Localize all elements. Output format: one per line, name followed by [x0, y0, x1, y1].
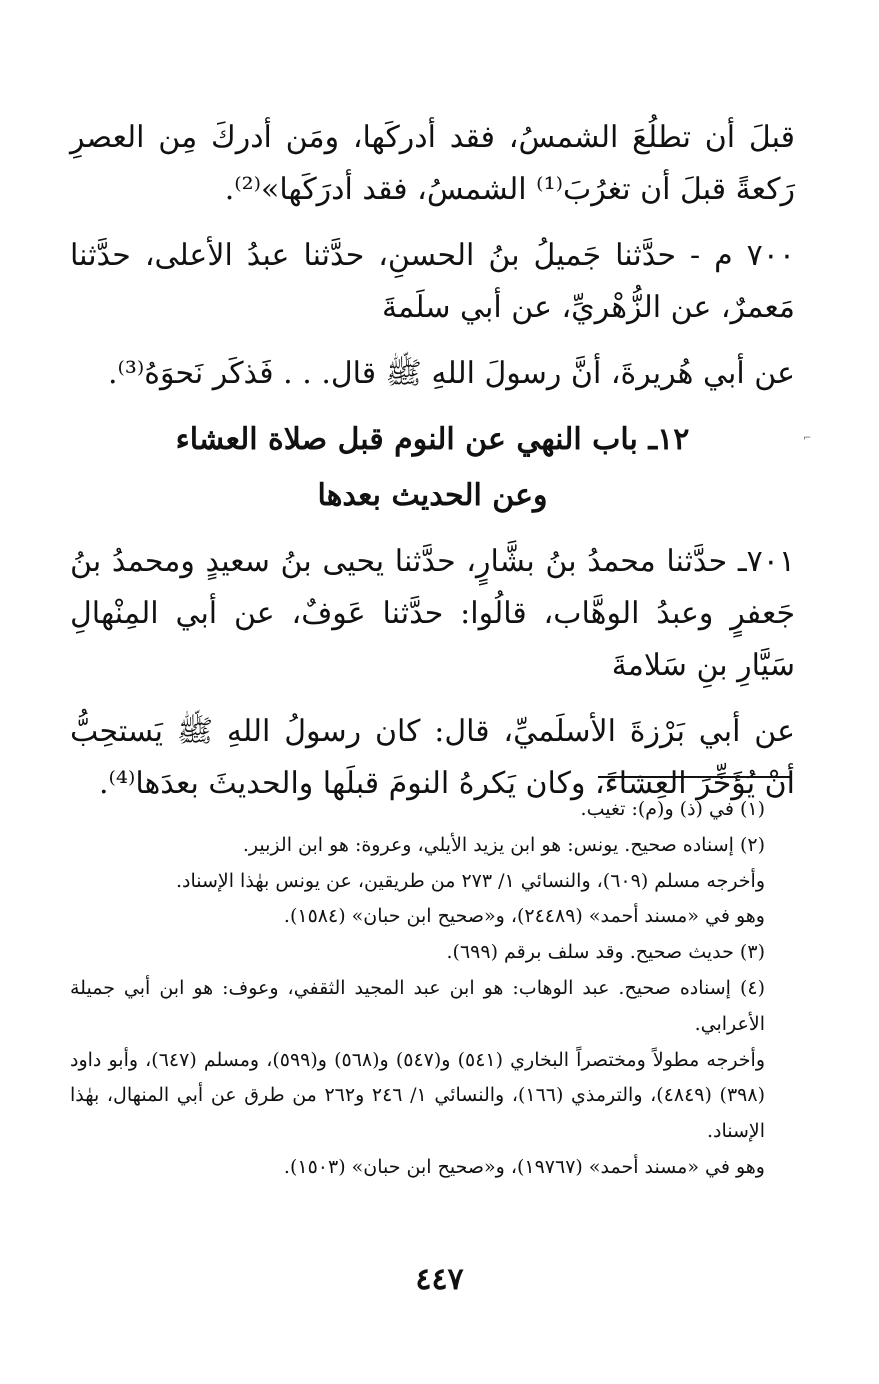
footnotes [70, 792, 795, 1186]
margin-tick-mark: ⌐ [803, 433, 812, 444]
chapter-subtitle: وعن الحديث بعدها [317, 478, 548, 513]
paragraph-hadith-700-isnad: ٧٠٠ م - حدَّثنا جَميلُ بنُ الحسنِ، حدَّثنا عبدُ الأعلى، حدَّثنا مَعمرٌ، عن الزُّهْريِّ، عن أبي سلَمةَ [70, 238, 795, 325]
footnote-separator [598, 776, 792, 778]
footnote-1: (١) في (ذ) و(م): تغيب. [580, 798, 765, 820]
footnote-2-source: وأخرجه مسلم (٦٠٩)، والنسائي ١/ ٢٧٣ من طريقين، عن يونس بهٰذا الإسناد. [175, 869, 765, 892]
footnote-2-reference: وهو في «مسند أحمد» (٢٤٤٨٩)، و«صحيح ابن حبان» (١٥٨٤). [283, 905, 765, 928]
footnote-2: (٢) إسناده صحيح. يونس: هو ابن يزيد الأيلي، وعروة: هو ابن الزبير. [242, 833, 765, 856]
main-text-hadith-701 [70, 536, 795, 810]
footnote-4: (٤) إسناده صحيح. عبد الوهاب: هو ابن عبد المجيد الثقفي، وعوف: هو ابن أبي جميلة الأعرابي. [70, 976, 765, 1035]
footnote-4-reference: وهو في «مسند أحمد» (١٩٧٦٧)، و«صحيح ابن حبان» (١٥٠٣). [283, 1155, 765, 1178]
paragraph-hadith-701-isnad: ٧٠١ـ حدَّثنا محمدُ بنُ بشَّارٍ، حدَّثنا يحيى بنُ سعيدٍ ومحمدُ بنُ جَعفرٍ وعبدُ الوهَّاب، قالُوا: حدَّثنا عَوفٌ، عن أبي المِنْهالِ سَيَّارِ بنِ سَلامةَ [70, 544, 795, 683]
chapter-title: ١٢ـ باب النهي عن النوم قبل صلاة العشاء [175, 422, 690, 457]
main-text-top [70, 112, 795, 400]
paragraph-end-of-hadith: قبلَ أن تطلُعَ الشمسُ، فقد أدركَها، ومَن أدركَ مِن العصرِ رَكعةً قبلَ أن تغرُبَ⁽¹⁾ الشمسُ، فقد أدرَكَها»⁽²⁾. [70, 120, 795, 207]
paragraph-hadith-700-matn: عن أبي هُريرةَ، أنَّ رسولَ اللهِ ﷺ قال. . . فَذكَر نَحوَهُ⁽³⁾. [107, 356, 795, 391]
page-number: ٤٤٧ [415, 1262, 464, 1297]
footnote-4-source: وأخرجه مطولاً ومختصراً البخاري (٥٤١) و(٥٤٧) و(٥٦٨) و(٥٩٩)، ومسلم (٦٤٧)، وأبو داود (٣٩٨) (٤٨٤٩)، والترمذي (١٦٦)، والنسائي ١/ ٢٤٦ و٢٦٢ من طرق عن أبي المنهال، بهٰذا الإسناد. [70, 1048, 766, 1143]
paragraph-hadith-701-matn: عن أبي بَرْزةَ الأسلَميِّ، قال: كان رسولُ اللهِ ﷺ يَستحِبُّ أنْ يُؤَخِّرَ العِشاءَ، وكان يَكرهُ النومَ قبلَها والحديثَ بعدَها⁽⁴⁾. [70, 714, 795, 801]
footnote-3: (٣) حديث صحيح. وقد سلف برقم (٦٩٩). [446, 941, 765, 964]
